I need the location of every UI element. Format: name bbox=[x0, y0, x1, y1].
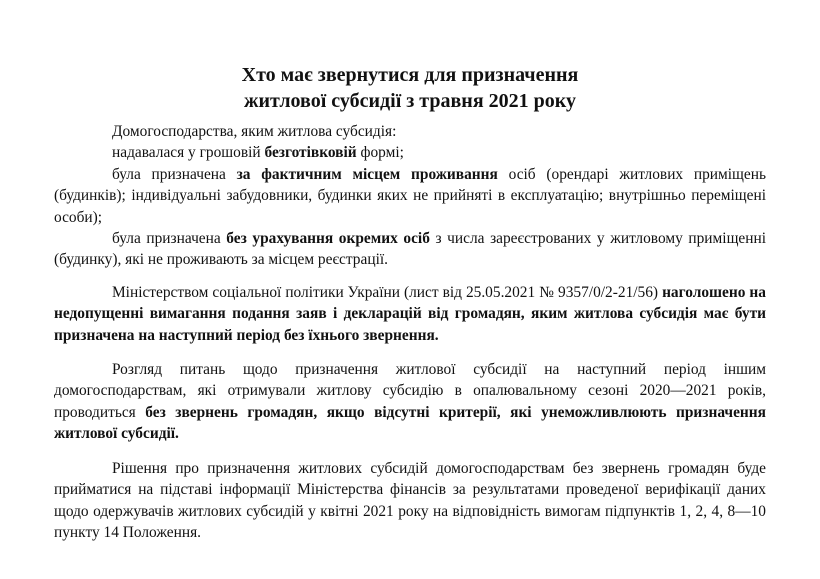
criterion-text: була призначена bbox=[112, 165, 237, 183]
title-line-1: Хто має звернутися для призначення bbox=[241, 64, 579, 86]
paragraph-text: Розгляд питань щодо призначення житлової субсидії на наступний період іншим домогосподарствам, які отримували житлову субсидію в опалювальному сезоні 2020—2021 років, проводиться bbox=[54, 361, 766, 421]
title-line-2: житлової субсидії з травня 2021 року bbox=[243, 90, 576, 112]
criterion-emphasis: без урахування окремих осіб bbox=[226, 230, 430, 248]
criterion-text: була призначена bbox=[112, 230, 227, 248]
page-title bbox=[150, 62, 670, 114]
ministry-paragraph bbox=[54, 282, 766, 346]
criterion-cashless bbox=[54, 142, 766, 163]
paragraph-text: Міністерством соціальної політики України (лист від 25.05.2021 № 9357/0/2-21/56) bbox=[112, 283, 663, 301]
intro-paragraph: Домогосподарства, яким житлова субсидія: bbox=[112, 123, 397, 140]
criterion-text: надавалася у грошовій bbox=[112, 144, 265, 162]
decision-paragraph: Рішення про призначення житлових субсидій домогосподарствам без звернень громадян буде прийматися на підставі інформації Міністерства фінансів за результатами проведеної верифікації даних щодо одержувачів житлових субсидій у квітні 2021 року на відповідність вимогам підпунктів 1, 2, 4, 8—10 пункту 14 Положення. bbox=[54, 459, 766, 541]
criterion-actual-residence bbox=[54, 164, 766, 228]
criterion-emphasis: безготівковій bbox=[264, 144, 357, 162]
paragraph-emphasis: наголошено на недопущенні вимагання подання заяв і декларацій від громадян, яким житлова субсидія має бути призначена на наступний період без їхнього звернення. bbox=[54, 283, 767, 344]
criterion-text: осіб (орендарі житлових приміщень (будинків); індивідуальні забудовники, будинки яких не прийняті в експлуатацію; внутрішньо переміщені особи); bbox=[54, 165, 766, 226]
criterion-text: формі; bbox=[356, 144, 404, 162]
criterion-emphasis: за фактичним місцем проживання bbox=[236, 165, 498, 183]
review-paragraph bbox=[54, 359, 766, 445]
criterion-text: з числа зареєстрованих у житловому приміщенні (будинку), які не проживають за місцем реєстрації. bbox=[54, 230, 766, 269]
criterion-excluded-persons bbox=[54, 228, 766, 271]
paragraph-emphasis: без звернень громадян, якщо відсутні критерії, які унеможливлюють призначення житлової субсидії. bbox=[54, 403, 766, 443]
document-body bbox=[54, 121, 766, 543]
